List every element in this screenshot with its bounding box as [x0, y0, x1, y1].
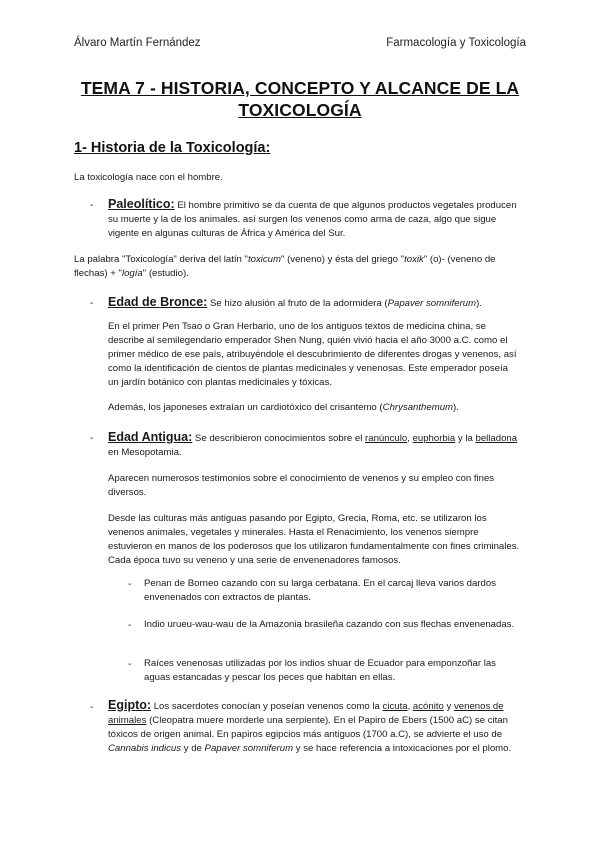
etymology-text: " (veneno) y ésta del griego ": [281, 254, 405, 265]
egipto-text: y se hace referencia a intoxicaciones por el plomo.: [293, 743, 512, 754]
antigua-text: Se describieron conocimientos sobre el: [192, 433, 366, 444]
bronce-paragraph-2: [108, 401, 520, 415]
bronce-species: Papaver somniferum: [387, 298, 477, 309]
bronce-p2-text: ).: [453, 402, 459, 413]
antigua-text: y la: [455, 433, 476, 444]
antigua-heading-paragraph: [108, 430, 520, 460]
egipto-text: Los sacerdotes conocían y poseían venenos como la: [151, 701, 383, 712]
bullet-marker: -: [128, 620, 132, 631]
etymology-word-logia: logía: [121, 268, 143, 279]
page-title: [60, 77, 540, 121]
antigua-list-item: Raíces venenosas utilizadas por los indios shuar de Ecuador para emponzoñar las aguas estancadas y pescar los peces que habitan en ellas.: [144, 658, 496, 683]
bullet-marker: -: [90, 433, 94, 444]
title-line-1: TEMA 7 - HISTORIA, CONCEPTO Y ALCANCE DE LA: [80, 78, 520, 98]
egipto-species-cannabis: Cannabis indicus: [108, 743, 182, 754]
antigua-text: en Mesopotamia.: [108, 447, 182, 458]
bronce-p2-species: Chrysanthemum: [382, 402, 454, 413]
bronce-p2-text: Además, los japoneses extraían un cardiotóxico del crisantemo (: [108, 402, 383, 413]
bronce-text: Se hizo alusión al fruto de la adormidera (: [207, 298, 388, 309]
egipto-paragraph: [108, 698, 520, 756]
antigua-text: ,: [407, 433, 413, 444]
header-course: Farmacología y Toxicología: [386, 37, 526, 49]
etymology-text: " (o)- (veneno de flechas) + ": [74, 254, 496, 279]
section-title: 1- Historia de la Toxicología:: [74, 140, 271, 156]
bullet-marker: -: [90, 298, 94, 309]
antigua-list-item: Indio urueu-wau-wau de la Amazonia brasileña cazando con sus flechas envenenadas.: [144, 619, 515, 630]
egipto-text: (Cleopatra muere morderle una serpiente). En el Papiro de Ebers (1500 aC) se citan tóxicos de origen animal. En papiros egipcios más antiguos (1700 a.C), se advierte el uso de: [108, 715, 508, 740]
antigua-heading: Edad Antigua:: [108, 430, 193, 444]
title-line-2: TOXICOLOGÍA: [238, 100, 362, 120]
antigua-paragraph-2: Desde las culturas más antiguas pasando por Egipto, Grecia, Roma, etc. se utilizaron los venenos animales, vegetales y minerales. Hasta el Renacimiento, los venenos siempre estuvieron en manos de los poderosos que los utilizaron fundamentalmente con fines criminales. Cada época tuvo su veneno y una serie de envenenadores famosos.: [108, 513, 520, 566]
etymology-text: " (estudio).: [142, 268, 189, 279]
intro-paragraph: La toxicología nace con el hombre.: [74, 172, 223, 183]
egipto-species-papaver: Papaver somniferum: [204, 743, 294, 754]
egipto-text: y de: [181, 743, 205, 754]
antigua-term-euphorbia: euphorbia: [412, 433, 456, 444]
egipto-text: ,: [407, 701, 413, 712]
egipto-term-aconito: acónito: [412, 701, 444, 712]
bronce-heading: Edad de Bronce:: [108, 295, 208, 309]
bullet-marker: -: [128, 579, 132, 590]
bullet-marker: -: [128, 659, 132, 670]
egipto-term-venenos-animales: venenos de animales: [108, 701, 504, 726]
egipto-term-cicuta: cicuta: [382, 701, 408, 712]
bullet-marker: -: [90, 702, 94, 713]
antigua-term-belladona: belladona: [475, 433, 518, 444]
etymology-paragraph: [74, 253, 526, 281]
etymology-text: La palabra "Toxicología" deriva del latín ": [74, 254, 248, 265]
etymology-word-toxicum: toxicum: [247, 254, 282, 265]
bullet-marker: -: [90, 200, 94, 211]
paleolitico-heading: Paleolítico:: [108, 197, 175, 211]
etymology-word-toxik: toxik: [404, 254, 424, 265]
egipto-text: y: [443, 701, 454, 712]
antigua-term-ranunculo: ranúnculo: [365, 433, 408, 444]
paleolitico-text: El hombre primitivo se da cuenta de que algunos productos vegetales producen su muerte y la de los animales. así surgen los venenos como arma de caza, algo que sigue vigente en algunas culturas de África y América del Sur.: [108, 200, 517, 239]
egipto-heading: Egipto:: [108, 698, 152, 712]
header-author: Álvaro Martín Fernández: [74, 37, 201, 49]
antigua-list-item: Penan de Borneo cazando con su larga cerbatana. En el carcaj lleva varios dardos envenenados con extractos de plantas.: [144, 578, 496, 603]
antigua-paragraph-1: Aparecen numerosos testimonios sobre el conocimiento de venenos y su empleo con fines diversos.: [108, 473, 495, 498]
paleolitico-paragraph: [108, 197, 520, 241]
bronce-heading-paragraph: [108, 295, 520, 311]
bronce-text: ).: [476, 298, 482, 309]
bronce-paragraph-1: En el primer Pen Tsao o Gran Herbario, uno de los antiguos textos de medicina china, se describe al semilegendario emperador Shen Nung, quién vivió hacia el año 3000 a.C. como el primer médico de ese país, atribuyéndole el descubrimiento de diferentes drogas y venenos, así como la identificación de cientos de plantas medicinales y venenosas. Este emperador poseía un jardín botánico con plantas medicinales y tóxicas.: [108, 321, 517, 388]
